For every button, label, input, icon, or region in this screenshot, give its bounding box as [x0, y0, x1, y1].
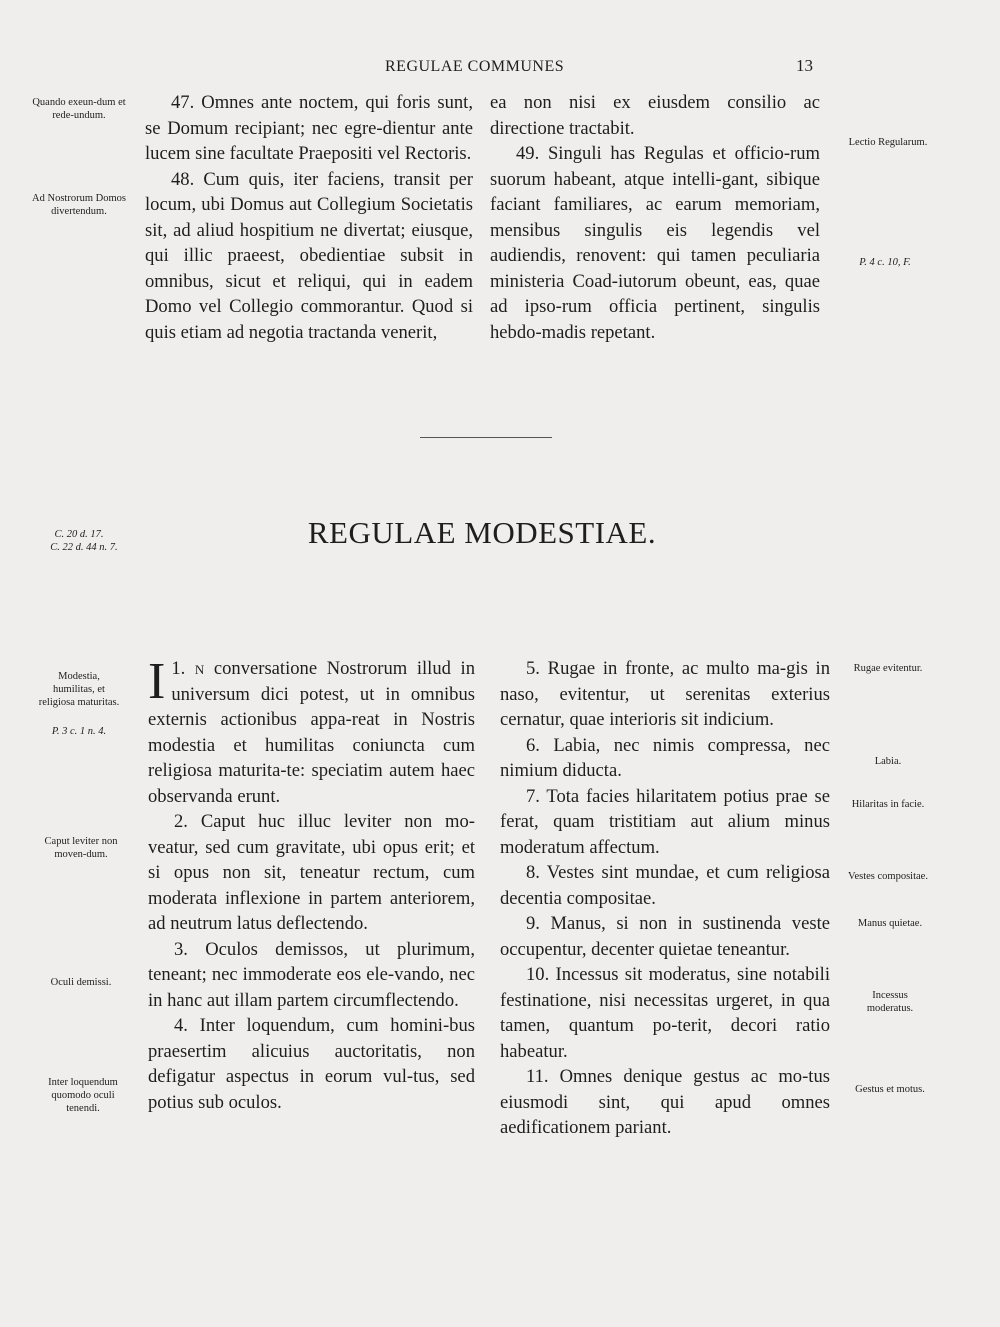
margin-note-left-1: Quando exeun-dum et rede-undum. [32, 97, 126, 121]
margin-ref-left-1: C. 20 d. 17. [54, 529, 104, 540]
margin-note-right-2: Rugae evitentur. [853, 663, 923, 674]
margin-note-right-3: Labia. [874, 756, 902, 767]
top-left-column [145, 90, 473, 345]
paragraph-6: 6. Labia, nec nimis compressa, nec nimium diducta. [500, 734, 830, 781]
margin-ref-left-3: P. 3 c. 1 n. 4. [51, 726, 107, 737]
margin-ref-left-2: C. 22 d. 44 n. 7. [50, 542, 118, 553]
top-right-column [490, 90, 820, 345]
margin-note-right-6: Manus quietae. [857, 918, 923, 929]
paragraph-47: 47. Omnes ante noctem, qui foris sunt, se Domum recipiant; nec egre-dientur ante lucem sine facultate Praepositi vel Rectoris. [145, 92, 473, 164]
paragraph-2: 2. Caput huc illuc leviter non mo-veatur, sed cum gravitate, ubi opus erit; et si opus non sit, teneatur rectum, cum moderata inflexione in partem anteriorem, ad neutrum latus deflectendo. [148, 811, 475, 934]
paragraph-8: 8. Vestes sint mundae, et cum religiosa decentia compositae. [500, 862, 830, 909]
paragraph-1 [148, 653, 475, 809]
margin-note-right-1: Lectio Regularum. [848, 137, 928, 148]
drop-cap: I [148, 653, 166, 710]
paragraph-11: 11. Omnes denique gestus ac mo-tus eiusmodi sint, qui apud omnes aedificationem pariant. [500, 1066, 830, 1138]
paragraph-10: 10. Incessus sit moderatus, sine notabili festinatione, nisi necessitas urgeret, in qua tamen, quantum po-terit, decori ratio habeatur. [500, 964, 830, 1062]
paragraph-5: 5. Rugae in fronte, ac multo ma-gis in naso, evitentur, ut serenitas exterius cernatur, quae interioris sit indicium. [500, 658, 830, 730]
margin-note-right-5: Vestes compositae. [848, 871, 928, 882]
bottom-left-column [148, 653, 475, 1115]
paragraph-1-text: conversatione Nostrorum illud in universum dici potest, ut in omnibus externis actionibus appa-reat in Nostris modestia et humilitas coniuncta cum religiosa maturita-te: speciatim autem haec observanda erunt. [148, 658, 475, 807]
margin-note-left-3: Modestia, humilitas, et religiosa maturitas. [38, 671, 120, 708]
margin-note-left-4: Caput leviter non moven-dum. [44, 836, 118, 860]
paragraph-9: 9. Manus, si non in sustinenda veste occupentur, decenter quietae teneantur. [500, 913, 830, 960]
bottom-right-column [500, 656, 830, 1141]
paragraph-1-smallcaps: n [194, 658, 205, 679]
page-number: 13 [796, 56, 813, 75]
margin-note-right-4: Hilaritas in facie. [851, 799, 925, 810]
section-title-text: REGULAE MODESTIAE. [307, 515, 657, 550]
running-title: REGULAE COMMUNES [385, 58, 565, 75]
section-title [0, 515, 1000, 551]
margin-ref-right-1: P. 4 c. 10, F. [859, 257, 911, 268]
paragraph-48-continued: ea non nisi ex eiusdem consilio ac directione tractabit. [490, 92, 820, 139]
margin-note-left-5: Oculi demissi. [50, 977, 112, 988]
page-header [0, 56, 1000, 84]
paragraph-4: 4. Inter loquendum, cum homini-bus praesertim alicuius auctoritatis, non defigatur aspectus in eorum vul-tus, sed potius sub oculos. [148, 1015, 475, 1113]
paragraph-3: 3. Oculos demissos, ut plurimum, teneant; nec immoderate eos ele-vando, nec in hanc aut illam partem circumflectendo. [148, 938, 475, 1011]
margin-note-right-7: Incessus moderatus. [866, 990, 914, 1014]
paragraph-49: 49. Singuli has Regulas et officio-rum suorum habeant, atque intelli-gant, sibique faciant familiares, ac earum memoriam, mensibus singulis eis legendis vel audiendis, renovent: qui tamen peculiaria ministeria Coad-iutorum obeunt, eas, quae ad ipso-rum officia pertinent, singulis hebdo-madis repetant. [490, 143, 820, 343]
section-divider [420, 437, 552, 438]
margin-note-left-6: Inter loquendum quomodo oculi tenendi. [48, 1077, 118, 1114]
paragraph-1-number: 1. [171, 658, 186, 679]
margin-note-right-8: Gestus et motus. [855, 1084, 925, 1095]
paragraph-48: 48. Cum quis, iter faciens, transit per locum, ubi Domus aut Collegium Societatis sit, ad aliud hospitium ne divertat; eiusque, qui illic praeest, obedientiae subsit in omnibus, sicut et reliqui, qui in eadem Domo vel Collegio commorantur. Quod si quis etiam ad negotia tractanda venerit, [145, 168, 473, 343]
margin-note-left-2: Ad Nostrorum Domos divertendum. [32, 193, 126, 217]
paragraph-7: 7. Tota facies hilaritatem potius prae se ferat, quam tristitiam aut alium minus moderatum affectum. [500, 785, 830, 858]
